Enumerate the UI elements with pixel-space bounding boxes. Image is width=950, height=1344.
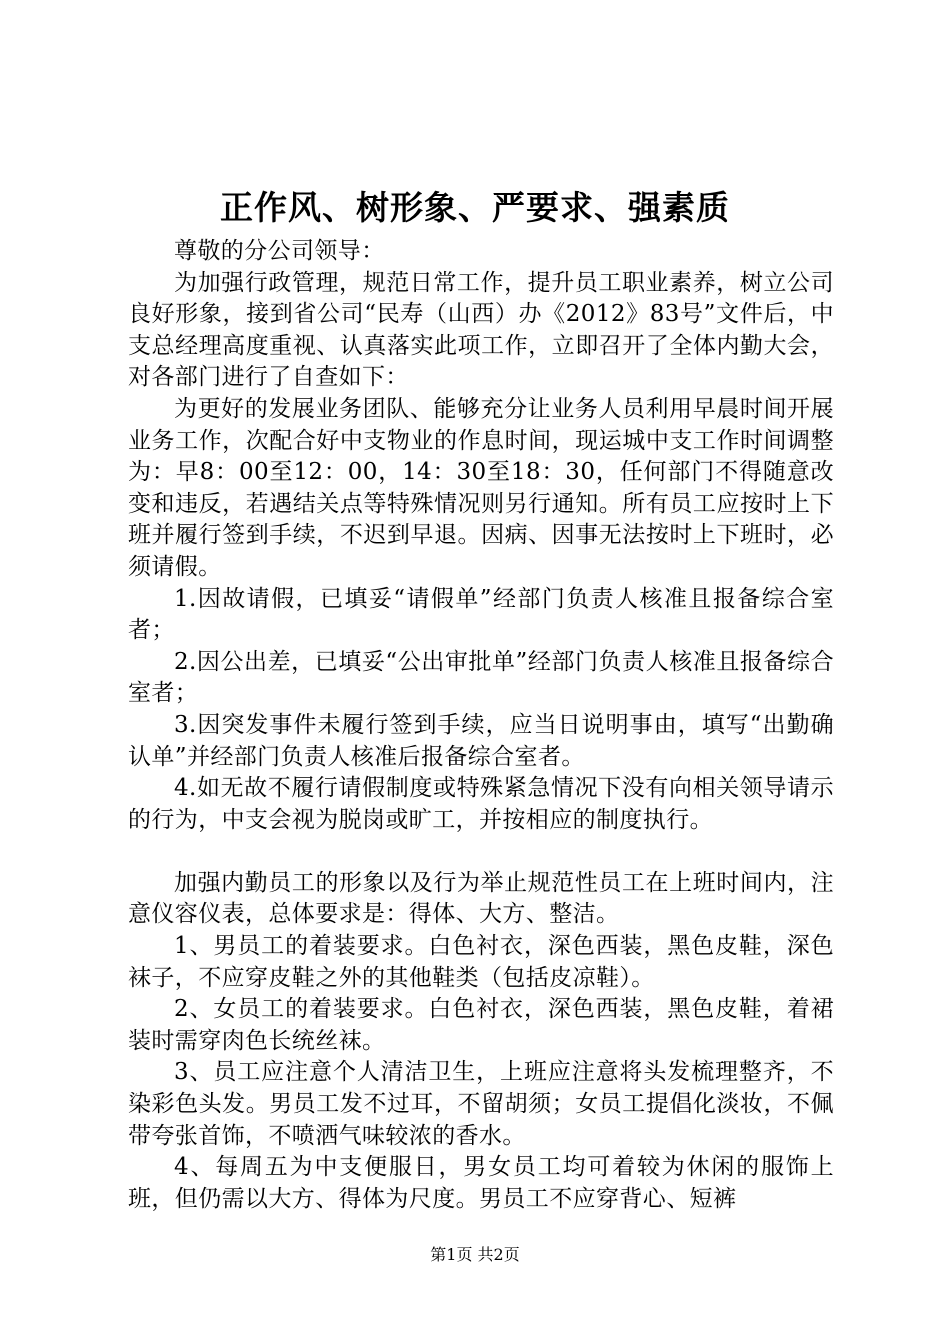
paragraph-work-hours: 为更好的发展业务团队、能够充分让业务人员利用早晨时间开展业务工作，次配合好中支物业的作息时间，现运城中支工作时间调整为：早8：00至12：00，14：30至18：30，任何部门不得随意改变和违反，若遇结关点等特殊情况则另行通知。所有员工应按时上下班并履行签到手续，不迟到早退。因病、因事无法按时上下班时，必须请假。 bbox=[128, 395, 834, 580]
document-body bbox=[128, 236, 834, 1215]
list-item-dress-3: 3、员工应注意个人清洁卫生，上班应注意将头发梳理整齐，不染彩色头发。男员工发不过耳，不留胡须；女员工提倡化淡妆，不佩带夸张首饰，不喷洒气味较浓的香水。 bbox=[128, 1059, 834, 1149]
list-item-leave-3: 3.因突发事件未履行签到手续，应当日说明事由，填写“出勤确认单”并经部门负责人核准后报备综合室者。 bbox=[128, 711, 834, 770]
paragraph-intro: 为加强行政管理，规范日常工作，提升员工职业素养，树立公司良好形象，接到省公司“民寿（山西）办《2012》83号”文件后，中支总经理高度重视、认真落实此项工作，立即召开了全体内勤大会，对各部门进行了自查如下： bbox=[128, 269, 834, 391]
list-item-dress-4: 4、每周五为中支便服日，男女员工均可着较为休闲的服饰上班，但仍需以大方、得体为尺度。男员工不应穿背心、短裤 bbox=[128, 1154, 834, 1212]
list-item-dress-2: 2、女员工的着装要求。白色衬衣，深色西装，黑色皮鞋，着裙装时需穿肉色长统丝袜。 bbox=[128, 996, 834, 1054]
list-item-leave-1: 1.因故请假，已填妥“请假单”经部门负责人核准且报备综合室者； bbox=[128, 585, 834, 644]
list-item-dress-1: 1、男员工的着装要求。白色衬衣，深色西装，黑色皮鞋，深色袜子，不应穿皮鞋之外的其他鞋类（包括皮凉鞋）。 bbox=[128, 933, 834, 991]
salutation: 尊敬的分公司领导： bbox=[174, 238, 385, 264]
paragraph-spacer bbox=[128, 836, 834, 868]
paragraph-appearance: 加强内勤员工的形象以及行为举止规范性员工在上班时间内，注意仪容仪表，总体要求是：得体、大方、整洁。 bbox=[128, 869, 834, 928]
list-item-leave-2: 2.因公出差，已填妥“公出审批单”经部门负责人核准且报备综合室者； bbox=[128, 648, 834, 707]
list-item-leave-4: 4.如无故不履行请假制度或特殊紧急情况下没有向相关领导请示的行为，中支会视为脱岗或旷工，并按相应的制度执行。 bbox=[128, 775, 834, 833]
page-footer: 第1页 共2页 bbox=[430, 1245, 520, 1264]
document-title: 正作风、树形象、严要求、强素质 bbox=[220, 188, 730, 227]
